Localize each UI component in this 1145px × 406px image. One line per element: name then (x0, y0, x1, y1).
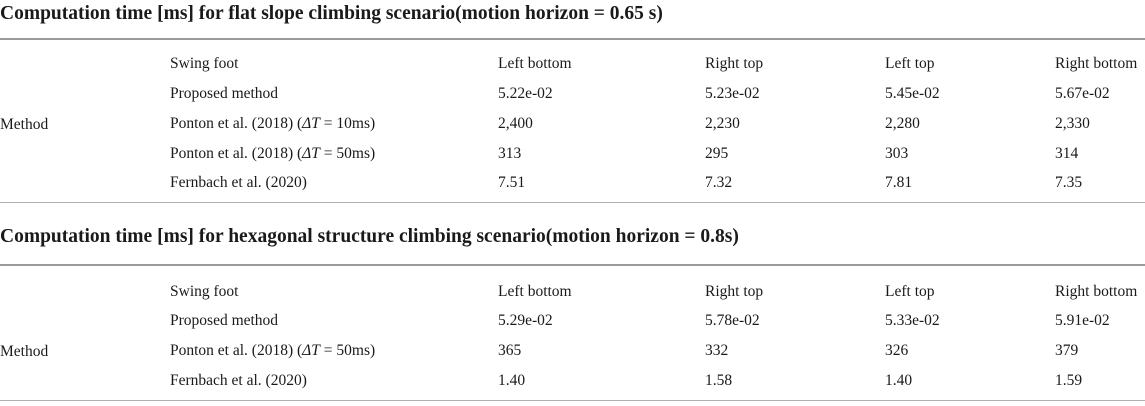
table-1-row-1-val-4: 5.67e-02 (1055, 85, 1110, 102)
table-1-bottom-rule (0, 202, 1145, 203)
table-2-row-1-label: Proposed method (170, 312, 279, 329)
table-1-row-2-val-3: 2,280 (885, 115, 920, 132)
table-2-row-2-label: Ponton et al. (2018) (ΔT = 50ms) (170, 342, 376, 359)
table-1-group-label: Method (0, 116, 49, 133)
table-2-row-3-val-1: 1.40 (498, 372, 526, 389)
table-1-row-4-val-1: 7.51 (498, 174, 526, 191)
table-1-row-4-val-4: 7.35 (1055, 174, 1083, 191)
table-2-header-col-1: Left bottom (498, 283, 572, 300)
table-2-bottom-rule (0, 400, 1145, 401)
table-2-row-2-val-2: 332 (705, 342, 729, 359)
table-1-header-col-2: Right top (705, 55, 764, 72)
table-1-row-4-val-3: 7.81 (885, 174, 913, 191)
table-2-header-col-4: Right bottom (1055, 283, 1138, 300)
table-2-row-1-val-1: 5.29e-02 (498, 312, 553, 329)
table-1-row-1-val-3: 5.45e-02 (885, 85, 940, 102)
table-1-row-3-val-2: 295 (705, 145, 729, 162)
table-2-row-3-label: Fernbach et al. (2020) (170, 372, 307, 389)
table-1-row-2-val-2: 2,230 (705, 115, 740, 132)
table-2-caption: Computation time [ms] for hexagonal structure climbing scenario(motion horizon = 0.8s) (0, 226, 739, 247)
table-2-header-col-2: Right top (705, 283, 764, 300)
table-1-header-swing-foot: Swing foot (170, 55, 239, 72)
table-2-row-3-val-3: 1.40 (885, 372, 913, 389)
table-1-row-3-label: Ponton et al. (2018) (ΔT = 50ms) (170, 145, 376, 162)
table-2-row-3-val-4: 1.59 (1055, 372, 1083, 389)
table-2-header-swing-foot: Swing foot (170, 283, 239, 300)
table-1-header-col-1: Left bottom (498, 55, 572, 72)
table-2-group-label: Method (0, 343, 49, 360)
table-2-row-2-val-4: 379 (1055, 342, 1079, 359)
table-2-row-1-val-4: 5.91e-02 (1055, 312, 1110, 329)
table-2-row-1-val-3: 5.33e-02 (885, 312, 940, 329)
table-1-header-col-4: Right bottom (1055, 55, 1138, 72)
table-1-row-1-val-1: 5.22e-02 (498, 85, 553, 102)
table-1-row-2-val-1: 2,400 (498, 115, 533, 132)
table-1-row-4-val-2: 7.32 (705, 174, 733, 191)
table-1-row-3-val-3: 303 (885, 145, 909, 162)
table-1-row-1-label: Proposed method (170, 85, 279, 102)
table-2-row-1-val-2: 5.78e-02 (705, 312, 760, 329)
table-1-row-1-val-2: 5.23e-02 (705, 85, 760, 102)
table-1-row-3-val-4: 314 (1055, 145, 1079, 162)
table-2-header-col-3: Left top (885, 283, 935, 300)
table-1-top-rule (0, 38, 1145, 40)
table-2-row-2-val-1: 365 (498, 342, 522, 359)
table-1-row-3-val-1: 313 (498, 145, 522, 162)
table-1-row-4-label: Fernbach et al. (2020) (170, 174, 307, 191)
table-2-row-3-val-2: 1.58 (705, 372, 733, 389)
table-2-top-rule (0, 264, 1145, 266)
table-1-caption: Computation time [ms] for flat slope climbing scenario(motion horizon = 0.65 s) (0, 3, 663, 24)
table-1-header-col-3: Left top (885, 55, 935, 72)
table-1-row-2-val-4: 2,330 (1055, 115, 1090, 132)
table-2-row-2-val-3: 326 (885, 342, 909, 359)
table-1-row-2-label: Ponton et al. (2018) (ΔT = 10ms) (170, 115, 376, 132)
